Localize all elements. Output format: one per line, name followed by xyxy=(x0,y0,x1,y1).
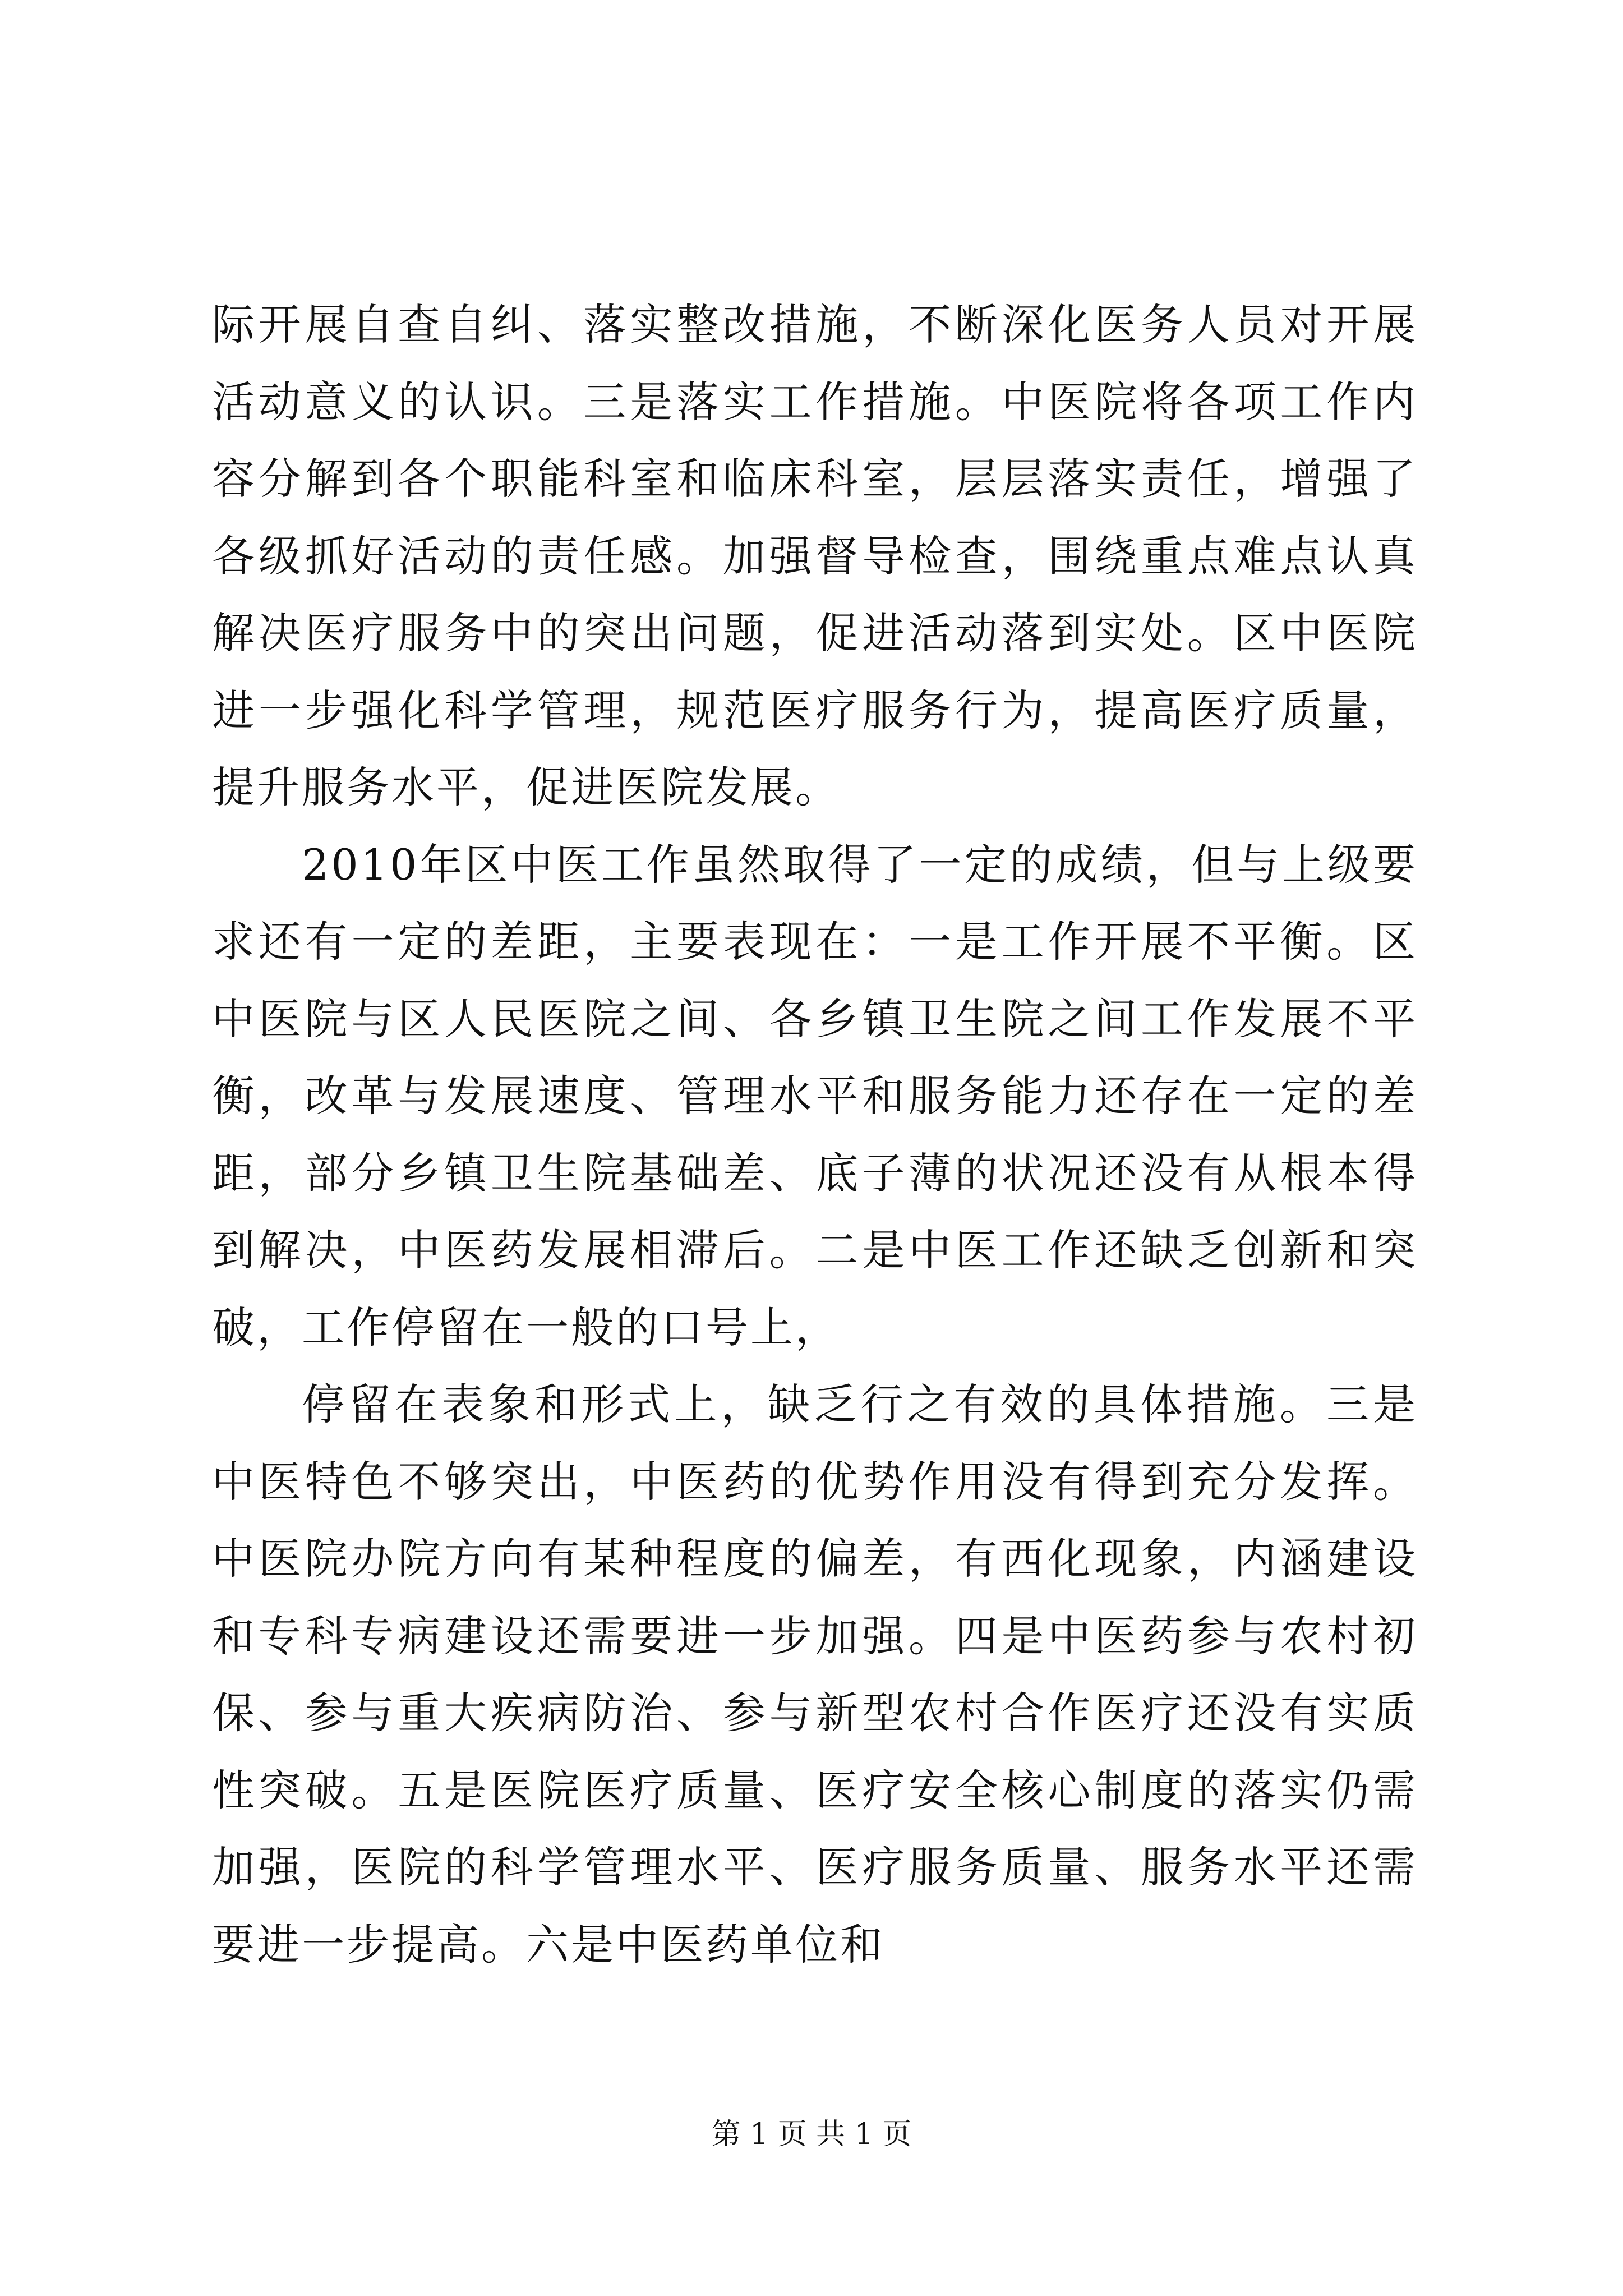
paragraph-2: 2010年区中医工作虽然取得了一定的成绩，但与上级要求还有一定的差距，主要表现在：一是工作开展不平衡。区中医院与区人民医院之间、各乡镇卫生院之间工作发展不平衡，改革与发展速度、管理水平和服务能力还存在一定的差距，部分乡镇卫生院基础差、底子薄的状况还没有从根本得到解决，中医药发展相滞后。二是中医工作还缺乏创新和突破，工作停留在一般的口号上， xyxy=(212,839,1418,1352)
paragraph-3: 停留在表象和形式上，缺乏行之有效的具体措施。三是中医特色不够突出，中医药的优势作用没有得到充分发挥。中医院办院方向有某种程度的偏差，有西化现象，内涵建设和专科专病建设还需要进一步加强。四是中医药参与农村初保、参与重大疾病防治、参与新型农村合作医疗还没有实质性突破。五是医院医疗质量、医疗安全核心制度的落实仍需加强，医院的科学管理水平、医疗服务质量、服务水平还需要进一步提高。六是中医药单位和 xyxy=(212,1379,1418,1970)
paragraph-1: 际开展自查自纠、落实整改措施，不断深化医务人员对开展活动意义的认识。三是落实工作措施。中医院将各项工作内容分解到各个职能科室和临床科室，层层落实责任，增强了各级抓好活动的责任感。加强督导检查，围绕重点难点认真解决医疗服务中的突出问题，促进活动落到实处。区中医院进一步强化科学管理，规范医疗服务行为，提高医疗质量，提升服务水平，促进医院发展。 xyxy=(212,300,1418,812)
body-text xyxy=(212,286,1418,1983)
page-footer: 第 1 页 共 1 页 xyxy=(711,2118,912,2151)
